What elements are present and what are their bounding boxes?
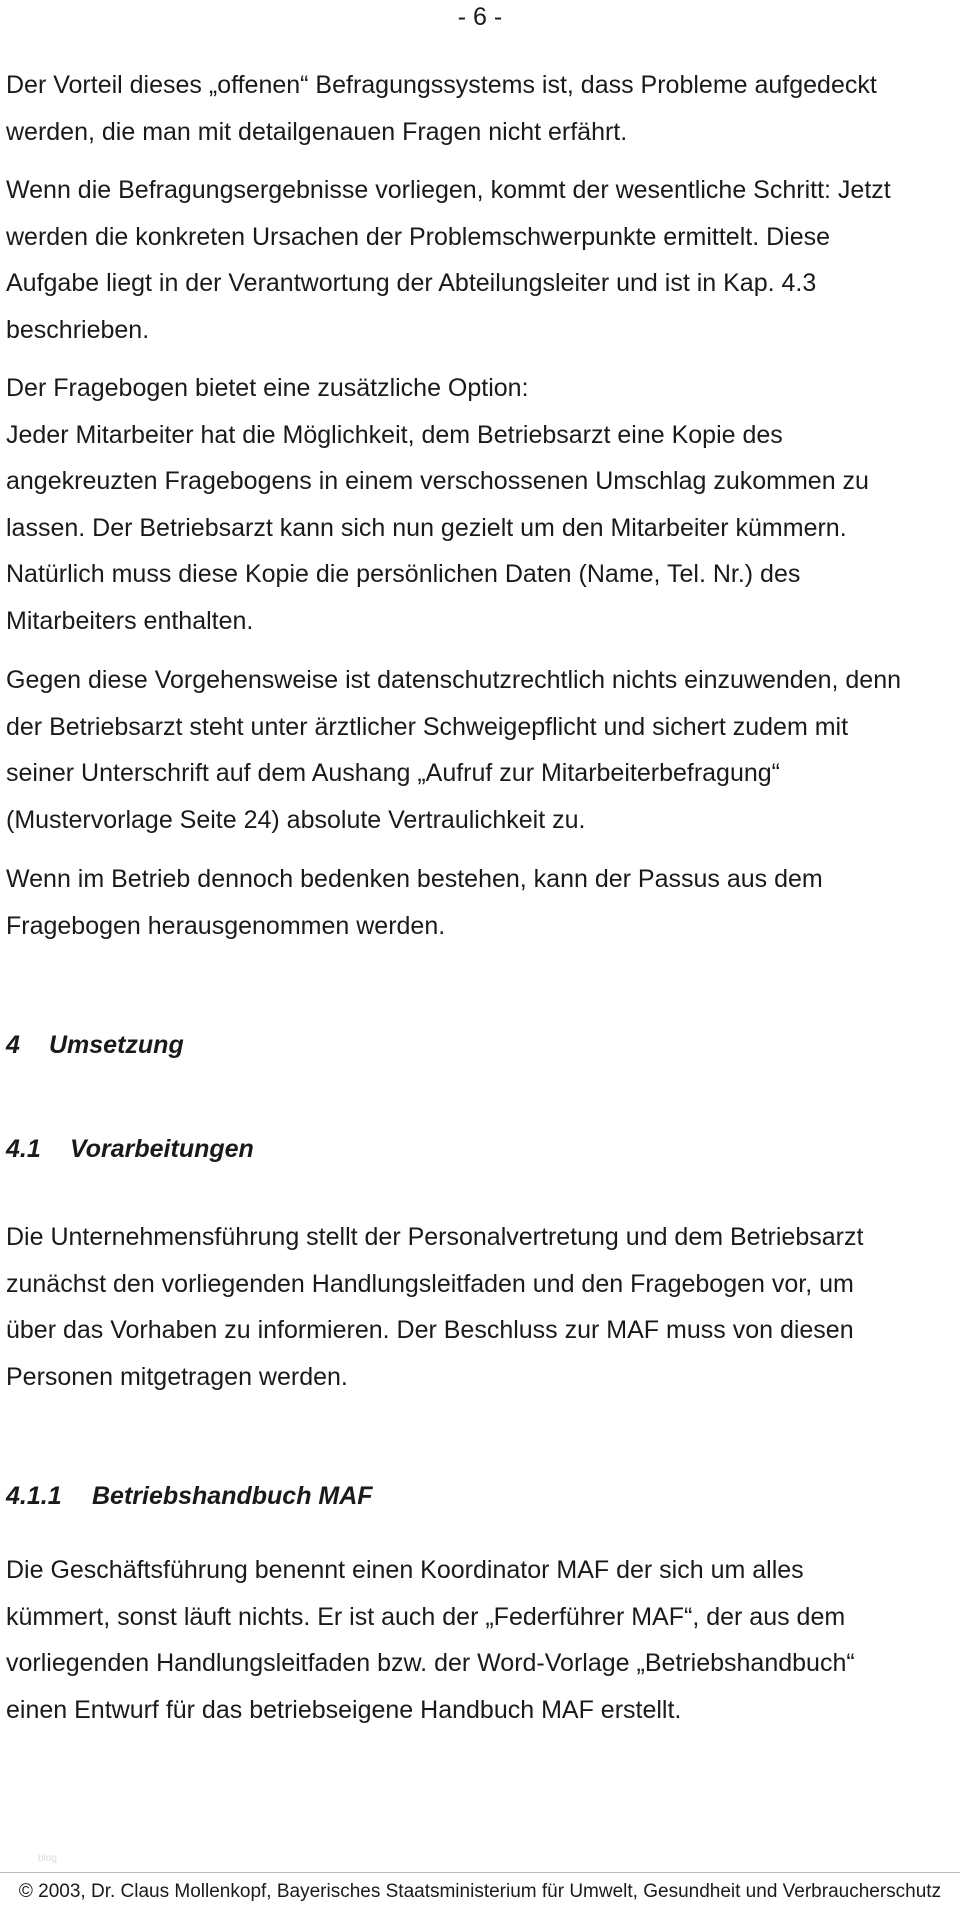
text-line: lassen. Der Betriebsarzt kann sich nun gezielt um den Mitarbeiter kümmern.	[6, 513, 847, 542]
heading-title: Vorarbeitungen	[70, 1135, 254, 1163]
text-line: der Betriebsarzt steht unter ärztlicher Schweigepflicht und sichert zudem mit	[6, 712, 849, 741]
text-line: Gegen diese Vorgehensweise ist datenschutzrechtlich nichts einzuwenden, denn	[6, 666, 902, 694]
text-line: Personen mitgetragen werden.	[6, 1362, 348, 1391]
text-line: Jeder Mitarbeiter hat die Möglichkeit, dem Betriebsarzt eine Kopie des	[6, 420, 783, 449]
paragraph-5	[6, 856, 960, 949]
paragraph-7	[6, 1547, 960, 1733]
text-line: Wenn die Befragungsergebnisse vorliegen, kommt der wesentliche Schritt: Jetzt	[6, 176, 891, 204]
footer-copyright: © 2003, Dr. Claus Mollenkopf, Bayerisches Staatsministerium für Umwelt, Gesundheit und Verbraucherschutz	[18, 1881, 942, 1902]
text-line: werden die konkreten Ursachen der Problemschwerpunkte ermittelt. Diese	[6, 222, 830, 251]
paragraph-2	[6, 167, 960, 353]
paragraph-6	[6, 1214, 960, 1400]
page-number: - 6 -	[457, 3, 503, 31]
text-line: Wenn im Betrieb dennoch bedenken bestehen, kann der Passus aus dem	[6, 865, 823, 893]
text-line: werden, die man mit detailgenauen Fragen nicht erfährt.	[6, 117, 628, 146]
text-line: Die Unternehmensführung stellt der Personalvertretung und dem Betriebsarzt	[6, 1223, 864, 1251]
watermark-text: blog	[38, 1853, 57, 1864]
text-line: (Mustervorlage Seite 24) absolute Vertraulichkeit zu.	[6, 805, 586, 834]
heading-number: 4.1.1	[6, 1482, 62, 1510]
text-line: vorliegenden Handlungsleitfaden bzw. der Word-Vorlage „Betriebshandbuch“	[6, 1649, 855, 1678]
text-line: kümmert, sonst läuft nichts. Er ist auch der „Federführer MAF“, der aus dem	[6, 1602, 846, 1631]
text-line: zunächst den vorliegenden Handlungsleitfaden und den Fragebogen vor, um	[6, 1269, 854, 1298]
text-line: Natürlich muss diese Kopie die persönlichen Daten (Name, Tel. Nr.) des	[6, 560, 801, 589]
subsubsection-heading	[6, 1481, 373, 1511]
subsection-heading	[6, 1134, 254, 1164]
heading-title: Umsetzung	[49, 1031, 184, 1059]
heading-number: 4	[6, 1031, 20, 1059]
heading-number: 4.1	[6, 1135, 41, 1163]
text-line: angekreuzten Fragebogens in einem verschossenen Umschlag zukommen zu	[6, 467, 869, 496]
heading-title: Betriebshandbuch MAF	[92, 1482, 373, 1510]
section-heading	[6, 1030, 184, 1060]
text-line: Mitarbeiters enthalten.	[6, 606, 254, 635]
text-line: Aufgabe liegt in der Verantwortung der Abteilungsleiter und ist in Kap. 4.3	[6, 269, 817, 298]
text-line: beschrieben.	[6, 315, 150, 344]
text-line: seiner Unterschrift auf dem Aushang „Aufruf zur Mitarbeiterbefragung“	[6, 759, 780, 788]
text-line: einen Entwurf für das betriebseigene Handbuch MAF erstellt.	[6, 1695, 682, 1724]
text-line: Die Geschäftsführung benennt einen Koordinator MAF der sich um alles	[6, 1556, 804, 1584]
footer-divider	[0, 1872, 960, 1873]
text-line: Fragebogen herausgenommen werden.	[6, 911, 446, 940]
paragraph-3	[6, 365, 960, 645]
paragraph-4	[6, 657, 960, 843]
text-line: über das Vorhaben zu informieren. Der Beschluss zur MAF muss von diesen	[6, 1316, 854, 1345]
text-line: Der Fragebogen bietet eine zusätzliche Option:	[6, 374, 529, 402]
paragraph-1	[6, 62, 960, 155]
text-line: Der Vorteil dieses „offenen“ Befragungssystems ist, dass Probleme aufgedeckt	[6, 71, 877, 99]
